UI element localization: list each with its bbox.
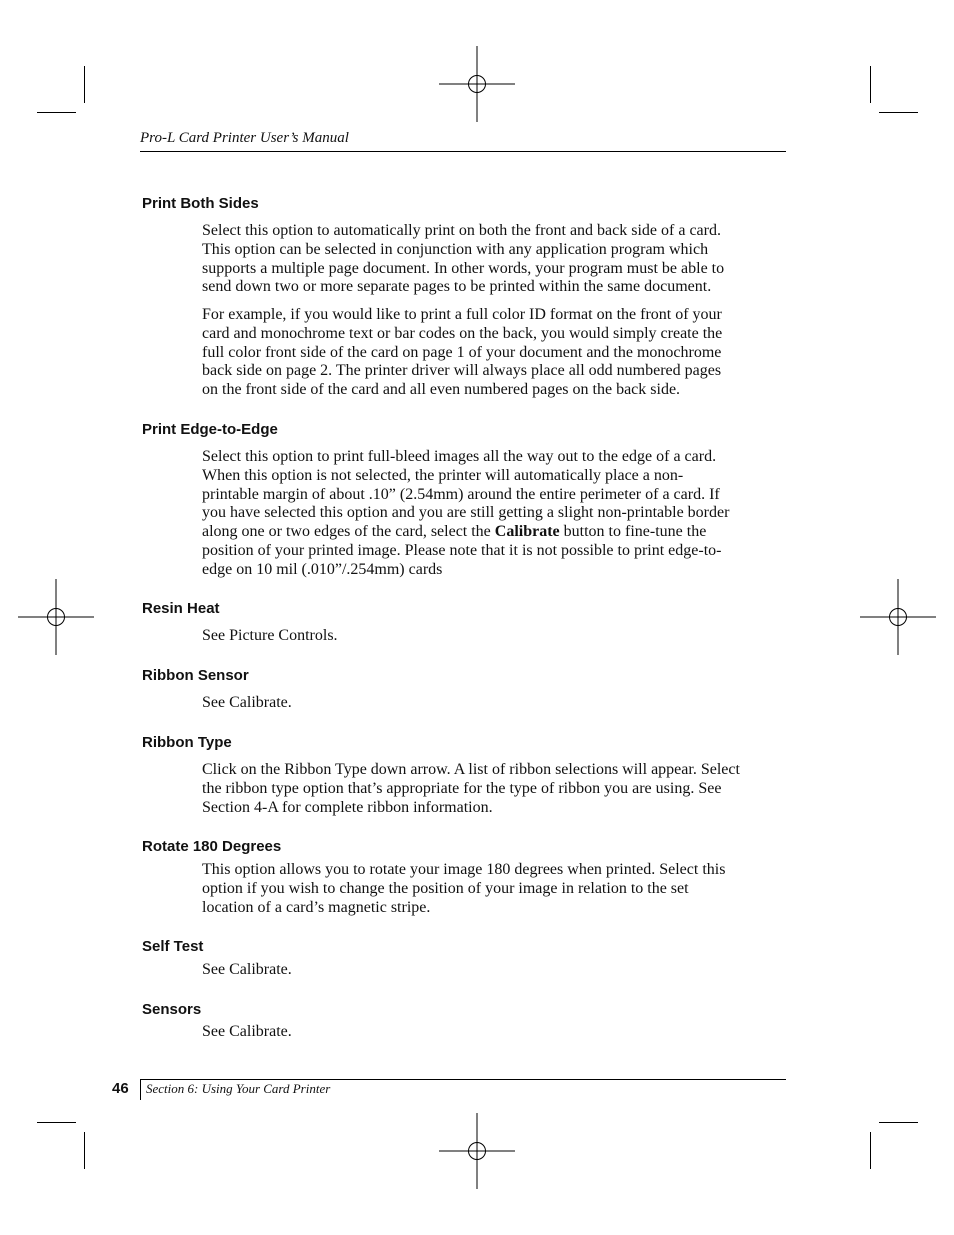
section-heading-self-test: Self Test (142, 938, 204, 955)
page-number: 46 (112, 1080, 129, 1097)
text-line: Select this option to print full-bleed images all the way out to the edge of a card. (202, 448, 717, 465)
text-line: position of your printed image. Please note that it is not possible to print edge-to- (202, 541, 722, 559)
section-heading-resin-heat: Resin Heat (142, 600, 220, 617)
text-line: See Picture Controls. (202, 627, 338, 644)
paragraph (202, 761, 786, 817)
text-line: you have selected this option and you are still getting a slight non-printable border (202, 504, 730, 522)
header-rule (140, 151, 786, 152)
paragraph (202, 694, 786, 713)
registration-mark-top (439, 46, 515, 122)
text-line: edge on 10 mil (.010”/.254mm) cards (202, 560, 443, 578)
calibrate-bold-term: Calibrate (494, 523, 560, 541)
crop-mark (84, 1132, 85, 1169)
paragraph (202, 627, 786, 646)
text-line: option if you wish to change the position of your image in relation to the set (202, 879, 689, 897)
text-line: on the front side of the card and all even numbered pages on the back side. (202, 381, 681, 399)
section-heading-print-edge-to-edge: Print Edge-to-Edge (142, 421, 278, 438)
text-line: full color front side of the card on page 1 of your document and the monochrome (202, 343, 722, 361)
paragraph (202, 961, 786, 980)
text-line: See Calibrate. (202, 694, 292, 711)
footer-section-label: Section 6: Using Your Card Printer (146, 1081, 331, 1096)
crop-mark (870, 66, 871, 103)
text-line: location of a card’s magnetic stripe. (202, 898, 431, 916)
text-run: along one or two edges of the card, select the (202, 523, 495, 541)
crop-mark (870, 1132, 871, 1169)
registration-mark-left (18, 579, 94, 655)
crop-mark (37, 1122, 76, 1123)
footer-rule (140, 1079, 786, 1080)
text-line: the ribbon type option that’s appropriate for the type of ribbon you are using. See (202, 779, 722, 797)
crop-mark (879, 1122, 918, 1123)
text-line: This option allows you to rotate your image 180 degrees when printed. Select this (202, 861, 726, 878)
text-line: For example, if you would like to print a full color ID format on the front of your (202, 306, 722, 323)
text-line: When this option is not selected, the printer will automatically place a non- (202, 466, 684, 484)
text-line: This option can be selected in conjunction with any application program which (202, 240, 709, 258)
text-line: send down two or more separate pages to be printed within the same document. (202, 278, 712, 296)
crop-mark (37, 112, 76, 113)
paragraph (202, 448, 786, 580)
registration-mark-right (860, 579, 936, 655)
section-heading-sensors: Sensors (142, 1001, 202, 1018)
text-line: Click on the Ribbon Type down arrow. A list of ribbon selections will appear. Select (202, 761, 740, 778)
paragraph (202, 861, 786, 917)
text-run: button to fine-tune the (559, 523, 707, 541)
text-line: back side on page 2. The printer driver will always place all odd numbered pages (202, 362, 722, 380)
text-line: Select this option to automatically print on both the front and back side of a card. (202, 222, 721, 239)
section-heading-ribbon-type: Ribbon Type (142, 734, 232, 751)
section-heading-ribbon-sensor: Ribbon Sensor (142, 667, 249, 684)
footer-divider (140, 1079, 141, 1100)
text-line (202, 523, 786, 542)
registration-mark-bottom (439, 1113, 515, 1189)
text-line: card and monochrome text or bar codes on the back, you would simply create the (202, 324, 723, 342)
crop-mark (879, 112, 918, 113)
text-line: supports a multiple page document. In other words, your program must be able to (202, 259, 725, 277)
running-header: Pro-L Card Printer User’s Manual (140, 130, 349, 146)
text-line: printable margin of about .10” (2.54mm) around the entire perimeter of a card. If (202, 485, 720, 503)
text-line: See Calibrate. (202, 961, 292, 978)
section-heading-rotate-180-degrees: Rotate 180 Degrees (142, 838, 282, 855)
crop-mark (84, 66, 85, 103)
text-line: Section 4-A for complete ribbon information. (202, 798, 493, 816)
paragraph (202, 222, 786, 297)
text-line: See Calibrate. (202, 1023, 292, 1040)
paragraph (202, 1023, 786, 1042)
section-heading-print-both-sides: Print Both Sides (142, 195, 259, 212)
paragraph (202, 306, 786, 400)
